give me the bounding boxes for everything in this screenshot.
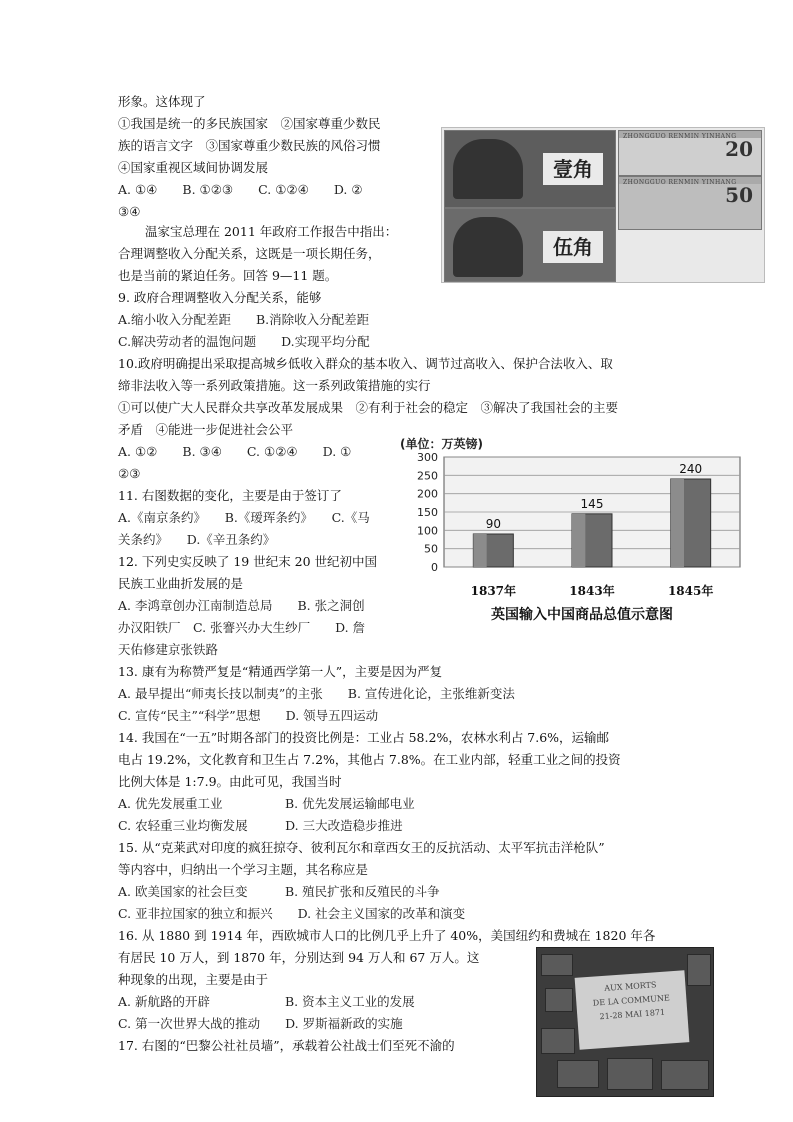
text-line: 民族工业曲折发展的是 (118, 576, 244, 591)
text-line: 族的语言文字 ③国家尊重少数民族的风俗习惯 (118, 138, 381, 153)
bar-highlight (572, 514, 585, 567)
wall-stone (661, 1060, 709, 1090)
memorial-plaque (575, 970, 690, 1049)
text-line: 矛盾 ④能进一步促进社会公平 (118, 422, 294, 437)
answer-options: C. 农轻重三业均衡发展 D. 三大改造稳步推进 (118, 818, 403, 833)
plaque-text: 21-28 MAI 1871 (599, 1007, 666, 1022)
question-17: 17. 右图的“巴黎公社社员墙”，承载着公社战士们至死不渝的 (118, 1038, 455, 1053)
x-tick-label: 1845年 (667, 584, 714, 598)
question-16: 16. 从 1880 到 1914 年，西欧城市人口的比例几乎上升了 40%，美国纽约和费城在 1820 年各 (118, 928, 656, 943)
text-line: 也是当前的紧迫任务。回答 9—11 题。 (118, 268, 338, 283)
banknote-one-jiao (444, 130, 616, 208)
plaque-text: DE LA COMMUNE (592, 993, 671, 1008)
wall-stone (541, 1028, 575, 1054)
y-tick-label: 50 (424, 542, 438, 556)
answer-options: A.《南京条约》 B.《瑷珲条约》 C.《马 (118, 510, 370, 525)
question-12: 12. 下列史实反映了 19 世纪末 20 世纪初中国 (118, 554, 378, 569)
answer-options: 办汉阳铁厂 C. 张謇兴办大生纱厂 D. 詹 (118, 620, 366, 635)
banknote-text: ZHONGGUO RENMIN YINHANG (623, 133, 737, 140)
question-11: 11. 右图数据的变化，主要是由于签订了 (118, 488, 342, 503)
portrait-figure (453, 217, 523, 277)
y-tick-label: 300 (417, 451, 438, 464)
answer-options: ③④ (118, 204, 141, 219)
answer-options: C. 第一次世界大战的推动 D. 罗斯福新政的实施 (118, 1016, 403, 1031)
wall-stone (607, 1058, 653, 1090)
chart-title: 英国输入中国商品总值示意图 (491, 607, 673, 623)
text-line: 比例大体是 1:7.9。由此可见，我国当时 (118, 774, 342, 789)
question-14: 14. 我国在“一五”时期各部门的投资比例是：工业占 58.2%，农林水利占 7.6%，运输邮 (118, 730, 610, 745)
answer-options: A. 李鸿章创办江南制造总局 B. 张之洞创 (118, 598, 365, 613)
banknote-image (441, 127, 765, 283)
text-line: ①可以使广大人民群众共享改革发展成果 ②有利于社会的稳定 ③解决了我国社会的主要 (118, 400, 619, 415)
text-line: ①我国是统一的多民族国家 ②国家尊重少数民 (118, 116, 381, 131)
banknote-five-jiao (444, 208, 616, 282)
banknote-fifty (618, 176, 762, 230)
question-10: 10.政府明确提出采取提高城乡低收入群众的基本收入、调节过高收入、保护合法收入、取 (118, 356, 613, 371)
data-label: 145 (580, 496, 604, 511)
answer-options: C. 亚非拉国家的独立和振兴 D. 社会主义国家的改革和演变 (118, 906, 466, 921)
text-line: 种现象的出现，主要是由于 (118, 972, 269, 987)
question-9: 9. 政府合理调整收入分配关系，能够 (118, 290, 322, 305)
answer-options: A. 新航路的开辟 B. 资本主义工业的发展 (118, 994, 415, 1009)
answer-options: C.解决劳动者的温饱问题 D.实现平均分配 (118, 334, 370, 349)
text-line: ④国家重视区域间协调发展 (118, 160, 269, 175)
y-tick-label: 250 (417, 469, 438, 483)
x-tick-label: 1837年 (470, 584, 517, 598)
plaque-text: AUX MORTS (604, 980, 657, 993)
portrait-figure (453, 139, 523, 199)
data-label: 240 (679, 462, 703, 476)
banknote-text: ZHONGGUO RENMIN YINHANG (623, 179, 737, 186)
wall-stone (557, 1060, 599, 1088)
text-line: 等内容中，归纳出一个学习主题，其名称应是 (118, 862, 369, 877)
answer-options: ②③ (118, 466, 141, 481)
answer-options: 关条约》 D.《辛丑条约》 (118, 532, 276, 547)
text-line: 形象。这体现了 (118, 94, 206, 109)
answer-options: A. ①② B. ③④ C. ①②④ D. ① (118, 444, 352, 459)
text-line: 电占 19.2%，文化教育和卫生占 7.2%，其他占 7.8%。在工业内部，轻重工业之间的投资 (118, 752, 621, 767)
answer-options: A. 欧美国家的社会巨变 B. 殖民扩张和反殖民的斗争 (118, 884, 440, 899)
answer-options: 天佑修建京张铁路 (118, 642, 219, 657)
wall-stone (545, 988, 573, 1012)
y-tick-label: 100 (417, 524, 438, 538)
question-15: 15. 从“克莱武对印度的疯狂掠夺、彼利瓦尔和章西女王的反抗活动、太平军抗击洋枪队” (118, 840, 605, 855)
answer-options: C. 宣传“民主”“科学”思想 D. 领导五四运动 (118, 708, 379, 723)
answer-options: A. 最早提出“师夷长技以制夷”的主张 B. 宣传进化论，主张维新变法 (118, 686, 515, 701)
text-line: 温家宝总理在 2011 年政府工作报告中指出： (145, 224, 398, 239)
text-line: 合理调整收入分配关系，这既是一项长期任务， (118, 246, 381, 261)
chart-unit-label: (单位：万英镑) (400, 437, 483, 451)
bar-highlight (473, 534, 486, 567)
data-label: 90 (485, 517, 501, 531)
text-line: 缔非法收入等一系列政策措施。这一系列政策措施的实行 (118, 378, 431, 393)
wall-stone (541, 954, 573, 976)
answer-options: A. 优先发展重工业 B. 优先发展运输邮电业 (118, 796, 415, 811)
wall-stone (687, 954, 711, 986)
question-13: 13. 康有为称赞严复是“精通西学第一人”，主要是因为严复 (118, 664, 443, 679)
banknote-denomination: 伍角 (543, 231, 603, 263)
banknote-number: 20 (725, 137, 753, 161)
y-tick-label: 150 (417, 506, 438, 519)
banknote-twenty (618, 130, 762, 176)
y-tick-label: 200 (417, 487, 438, 501)
bar-chart (398, 437, 760, 627)
text-line: 有居民 10 万人，到 1870 年，分别达到 94 万人和 67 万人。这 (118, 950, 480, 965)
answer-options: A.缩小收入分配差距 B.消除收入分配差距 (118, 312, 370, 327)
banknote-number: 50 (725, 183, 753, 207)
chart-svg (398, 437, 760, 627)
banknote-denomination: 壹角 (543, 153, 603, 185)
y-tick-label: 0 (431, 561, 438, 574)
answer-options: A. ①④ B. ①②③ C. ①②④ D. ② (118, 182, 363, 197)
communards-wall-photo (536, 947, 714, 1097)
bar-highlight (671, 479, 684, 567)
x-tick-label: 1843年 (569, 584, 615, 598)
